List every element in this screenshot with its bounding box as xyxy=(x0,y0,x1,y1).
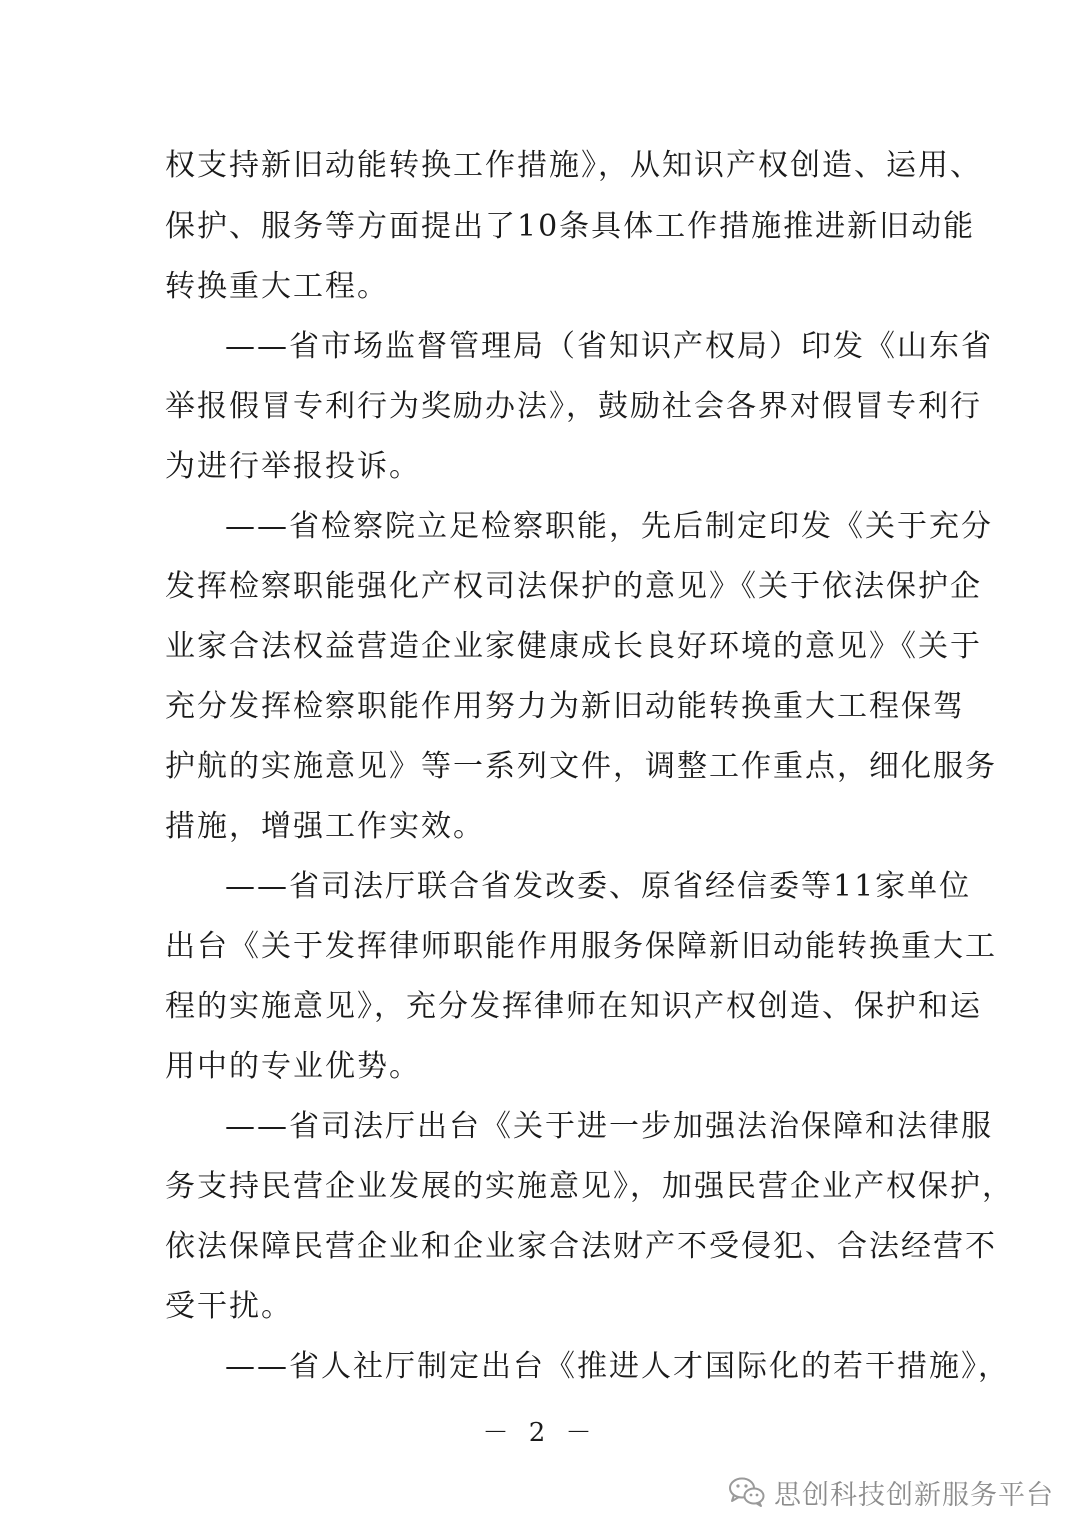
body-text-line: 用中的专业优势。 xyxy=(165,1049,421,1084)
paragraph-start-line: ——省检察院立足检察职能，先后制定印发《关于充分 xyxy=(225,509,993,544)
body-text-line: 为进行举报投诉。 xyxy=(165,449,421,484)
body-text-line: 措施，增强工作实效。 xyxy=(165,809,485,844)
paragraph-start-line: ——省司法厅出台《关于进一步加强法治保障和法律服 xyxy=(225,1109,993,1144)
watermark xyxy=(728,1472,1054,1512)
paragraph-start-line: ——省市场监督管理局（省知识产权局）印发《山东省 xyxy=(225,329,993,364)
body-text-line: 发挥检察职能强化产权司法保护的意见》《关于依法保护企 xyxy=(165,569,982,604)
body-text-line: 程的实施意见》，充分发挥律师在知识产权创造、保护和运 xyxy=(165,989,982,1024)
body-text-line: 转换重大工程。 xyxy=(165,269,389,304)
watermark-text: 思创科技创新服务平台 xyxy=(774,1479,1054,1511)
page-number: － 2 － xyxy=(482,1418,598,1448)
body-text-line: 保护、服务等方面提出了10条具体工作措施推进新旧动能 xyxy=(165,209,976,244)
paragraph-start-line: ——省人社厅制定出台《推进人才国际化的若干措施》， xyxy=(225,1349,1010,1384)
body-text-line: 充分发挥检察职能作用努力为新旧动能转换重大工程保驾 xyxy=(165,689,965,724)
paragraph-start-line: ——省司法厅联合省发改委、原省经信委等11家单位 xyxy=(225,869,972,904)
body-text-line: 依法保障民营企业和企业家合法财产不受侵犯、合法经营不 xyxy=(165,1229,997,1264)
body-text-line: 举报假冒专利行为奖励办法》，鼓励社会各界对假冒专利行 xyxy=(165,389,982,424)
body-text-line: 受干扰。 xyxy=(165,1289,293,1324)
body-text-line: 业家合法权益营造企业家健康成长良好环境的意见》《关于 xyxy=(165,629,982,664)
wechat-icon xyxy=(728,1476,766,1508)
body-text-line: 护航的实施意见》等一系列文件，调整工作重点，细化服务 xyxy=(165,749,997,784)
body-text-line: 权支持新旧动能转换工作措施》，从知识产权创造、运用、 xyxy=(165,148,982,183)
body-text-line: 出台《关于发挥律师职能作用服务保障新旧动能转换重大工 xyxy=(165,929,997,964)
body-text-line: 务支持民营企业发展的实施意见》，加强民营企业产权保护， xyxy=(165,1169,1014,1204)
